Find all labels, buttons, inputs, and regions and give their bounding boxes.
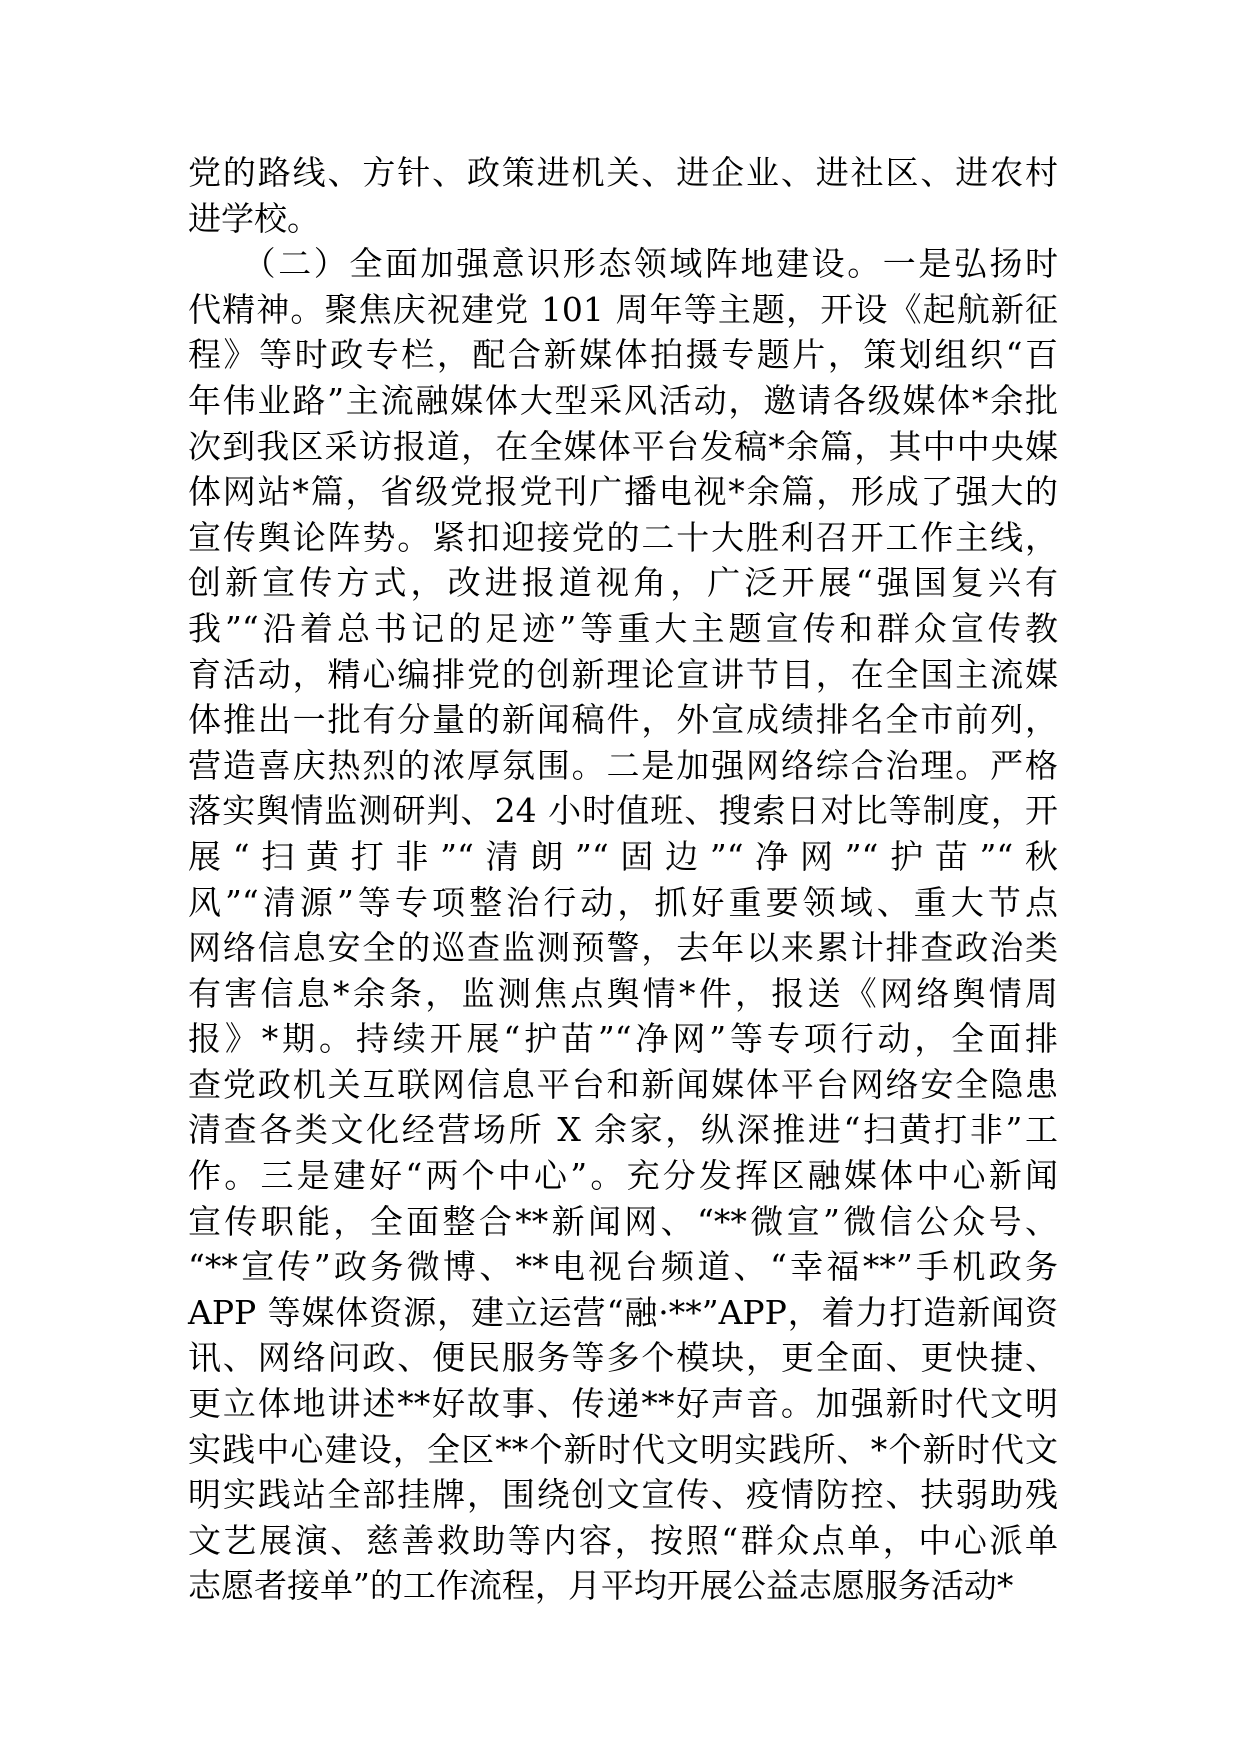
text-line: 志愿者接单”的工作流程，月平均开展公益志愿服务活动* [188, 1566, 1014, 1606]
text-line: 体推出一批有分量的新闻稿件，外宣成绩排名全市前列， [188, 700, 1058, 740]
body-text [188, 150, 1058, 1609]
text-line: 育活动，精心编排党的创新理论宣讲节目，在全国主流媒 [188, 654, 1058, 694]
text-line: 明实践站全部挂牌，围绕创文宣传、疫情防控、扶弱助残 [188, 1475, 1058, 1515]
text-line: 风”“清源”等专项整治行动，抓好重要领域、重大节点 [188, 882, 1058, 922]
text-line: 党的路线、方针、政策进机关、进企业、进社区、进农村 [188, 153, 1058, 192]
text-line: 查党政机关互联网信息平台和新闻媒体平台网络安全隐患 [188, 1064, 1058, 1104]
text-line: 有害信息*余条，监测焦点舆情*件，报送《网络舆情周 [188, 973, 1058, 1013]
text-line: 宣传舆论阵势。紧扣迎接党的二十大胜利召开工作主线， [188, 517, 1058, 557]
text-line: 创新宣传方式，改进报道视角，广泛开展“强国复兴有 [188, 563, 1058, 603]
text-line: 文艺展演、慈善救助等内容，按照“群众点单，中心派单 [188, 1520, 1058, 1560]
text-line: 作。三是建好“两个中心”。充分发挥区融媒体中心新闻 [188, 1156, 1058, 1196]
text-line: “**宣传”政务微博、**电视台频道、“幸福**”手机政务 [188, 1247, 1058, 1287]
text-line: 落实舆情监测研判、24 小时值班、搜索日对比等制度，开 [188, 791, 1058, 831]
section-heading-line: （二）全面加强意识形态领域阵地建设。一是弘扬时 [188, 244, 1058, 284]
text-line: 代精神。聚焦庆祝建党 101 周年等主题，开设《起航新征 [188, 289, 1058, 329]
text-line: 清查各类文化经营场所 X 余家，纵深推进“扫黄打非”工 [188, 1110, 1058, 1150]
text-line: 年伟业路”主流融媒体大型采风活动，邀请各级媒体*余批 [188, 380, 1058, 420]
text-line: 程》等时政专栏，配合新媒体拍摄专题片，策划组织“百 [188, 335, 1058, 375]
text-line: APP 等媒体资源，建立运营“融·**”APP，着力打造新闻资 [188, 1292, 1058, 1332]
text-line: 更立体地讲述**好故事、传递**好声音。加强新时代文明 [188, 1384, 1058, 1424]
text-line: 体网站*篇，省级党报党刊广播电视*余篇，形成了强大的 [188, 472, 1058, 512]
text-line: 展“扫黄打非”“清朗”“固边”“净网”“护苗”“秋 [188, 836, 1058, 876]
text-line: 宣传职能，全面整合**新闻网、“**微宣”微信公众号、 [188, 1201, 1058, 1241]
text-line: 营造喜庆热烈的浓厚氛围。二是加强网络综合治理。严格 [188, 745, 1058, 785]
text-line: 进学校。 [188, 198, 320, 238]
text-line: 报》*期。持续开展“护苗”“净网”等专项行动，全面排 [188, 1019, 1058, 1059]
text-line: 次到我区采访报道，在全媒体平台发稿*余篇，其中中央媒 [188, 426, 1058, 466]
text-line: 我”“沿着总书记的足迹”等重大主题宣传和群众宣传教 [188, 608, 1058, 648]
text-line: 实践中心建设，全区**个新时代文明实践所、*个新时代文 [188, 1429, 1058, 1469]
text-line: 讯、网络问政、便民服务等多个模块，更全面、更快捷、 [188, 1338, 1058, 1378]
text-line: 网络信息安全的巡查监测预警，去年以来累计排查政治类 [188, 928, 1058, 968]
